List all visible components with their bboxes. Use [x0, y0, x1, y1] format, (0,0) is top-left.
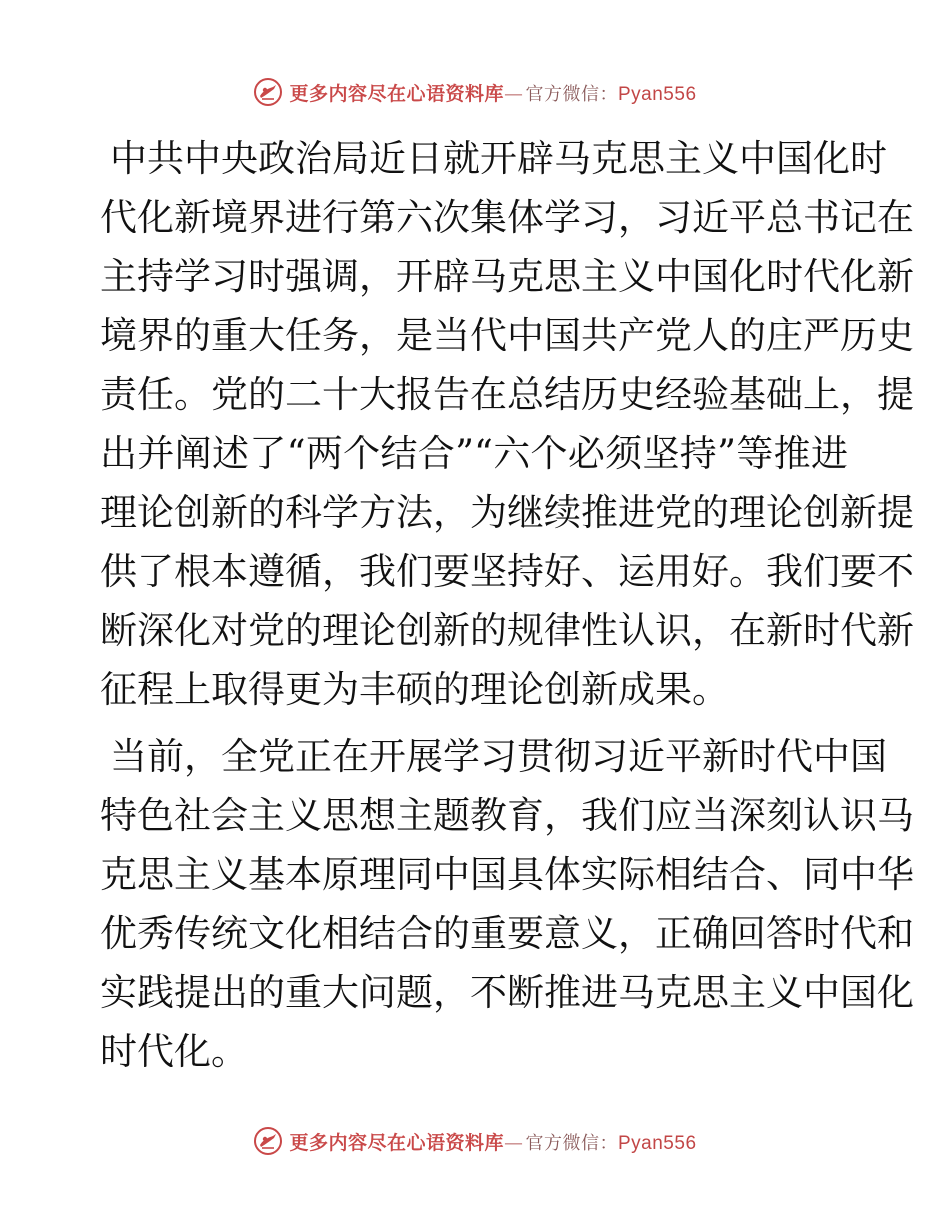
text-line: 理论创新的科学方法，为继续推进党的理论创新提	[100, 491, 914, 534]
footer-banner-text	[289, 1128, 696, 1155]
text-line: 克思主义基本原理同中国具体实际相结合、同中华	[100, 853, 914, 896]
text-line: 优秀传统文化相结合的重要意义，正确回答时代和	[100, 912, 914, 955]
text-line: 境界的重大任务，是当代中国共产党人的庄严历史	[100, 314, 914, 357]
text-line: 供了根本遵循，我们要坚持好、运用好。我们要不	[100, 550, 914, 593]
text-line: 时代化。	[100, 1030, 248, 1073]
text-line: 代化新境界进行第六次集体学习，习近平总书记在	[100, 196, 914, 239]
text-line: 责任。党的二十大报告在总结历史经验基础上，提	[100, 373, 914, 416]
header-watermark-banner	[0, 72, 950, 112]
text-line: 出并阐述了“两个结合”“六个必须坚持”等推进	[100, 432, 848, 475]
header-banner-sub: 官方微信：	[525, 83, 618, 105]
footer-banner-main: 更多内容尽在心语资料库	[289, 1131, 504, 1154]
red-book-pen-logo-icon	[253, 77, 283, 107]
text-line: 特色社会主义思想主题教育，我们应当深刻认识马	[100, 794, 914, 837]
footer-banner-account-id: Pyan556	[618, 1132, 697, 1154]
text-line: 主持学习时强调，开辟马克思主义中国化时代化新	[100, 255, 914, 298]
footer-banner-separator: —	[504, 1131, 524, 1154]
header-banner-separator: —	[504, 82, 524, 105]
text-line: 当前，全党正在开展学习贯彻习近平新时代中国	[110, 735, 887, 778]
footer-banner-sub: 官方微信：	[525, 1132, 618, 1154]
red-book-pen-logo-icon	[253, 1126, 283, 1156]
text-line: 断深化对党的理论创新的规律性认识，在新时代新	[100, 609, 914, 652]
text-line: 实践提出的重大问题，不断推进马克思主义中国化	[100, 971, 914, 1014]
footer-watermark-banner	[0, 1121, 950, 1161]
header-banner-account-id: Pyan556	[618, 83, 697, 105]
header-banner-main: 更多内容尽在心语资料库	[289, 82, 504, 105]
header-banner-text	[289, 79, 696, 106]
text-line: 中共中央政治局近日就开辟马克思主义中国化时	[110, 137, 887, 180]
text-line: 征程上取得更为丰硕的理论创新成果。	[100, 668, 729, 711]
